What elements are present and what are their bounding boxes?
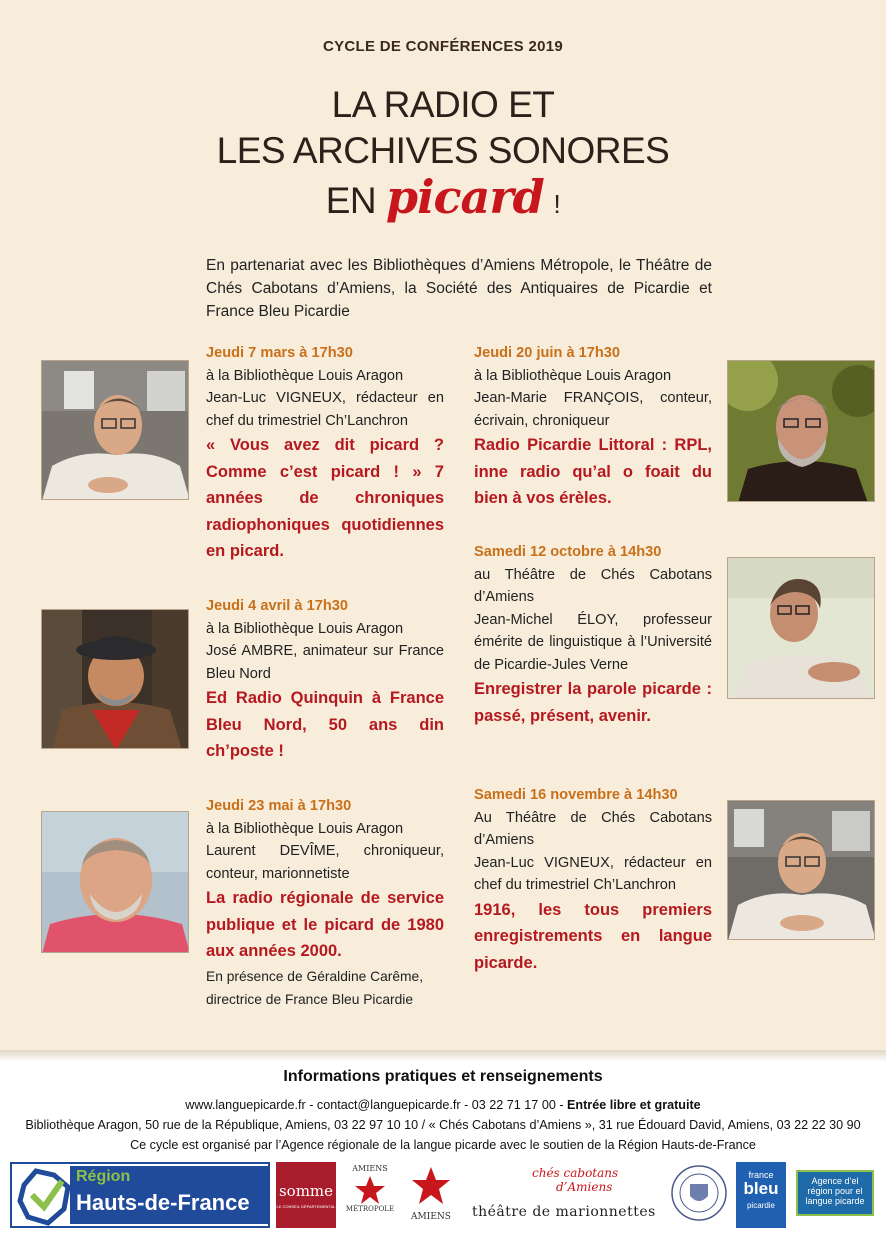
cabotans-sub-text: théâtre de marionnettes: [472, 1204, 656, 1220]
portrait-image: [728, 801, 875, 940]
title-line-3: [0, 170, 886, 227]
event-talk-title: Radio Picardie Littoral : RPL, inne radio qu’al o foait du bien à vos érèles.: [474, 436, 712, 507]
portrait-image: [42, 361, 189, 500]
event-place: au Théâtre de Chés Cabotans d’Amiens: [474, 566, 712, 605]
free-entry-text: Entrée libre et gratuite: [567, 1098, 701, 1112]
poster-title: [0, 82, 886, 227]
photo-jean-marie-francois: [727, 360, 875, 502]
antiquaires-seal-icon: [670, 1162, 728, 1224]
logo-amiens-metropole: [342, 1162, 398, 1228]
cabotans-name-1: chés cabotans: [532, 1166, 619, 1180]
partner-text: En partenariat avec les Bibliothèques d’Amiens Métropole, le Théâtre de Chés Cabotans d’Amiens, la Société des Antiquaires de Picardie et France Bleu Picardie: [206, 257, 712, 320]
contact-text: www.languepicarde.fr - contact@languepicarde.fr - 03 22 71 17 00 -: [185, 1098, 568, 1112]
bleu-bottom-text: picardie: [746, 1201, 775, 1210]
photo-jean-luc-vigneux: [41, 360, 189, 500]
antiquaires-text: [670, 1162, 671, 1163]
event-5: [474, 541, 712, 729]
info-organizer-line: Ce cycle est organisé par l’Agence régionale de la langue picarde avec le soutien de la Région Hauts-de-France: [130, 1138, 756, 1152]
region-top-text: Région: [76, 1168, 131, 1185]
logo-antiquaires: [670, 1162, 730, 1228]
event-6: [474, 784, 712, 976]
event-date: Jeudi 7 mars à 17h30: [206, 345, 353, 361]
title-picard: picard: [385, 170, 544, 224]
event-speaker: Laurent DEVÎME, chroniqueur, conteur, marionnetiste: [206, 843, 444, 882]
event-place: à la Bibliothèque Louis Aragon: [474, 367, 672, 384]
logo-somme: [276, 1162, 336, 1228]
event-2: [206, 595, 444, 765]
event-4: [474, 342, 712, 512]
bleu-mid-text: bleu: [743, 1179, 779, 1198]
amiens-star-icon: [411, 1166, 451, 1206]
partner-logos: [10, 1162, 876, 1228]
event-speaker: Jean-Luc VIGNEUX, rédacteur en chef du trimestriel Ch’Lanchron: [206, 390, 444, 429]
logo-ches-cabotans: [470, 1162, 660, 1228]
portrait-image: [728, 558, 875, 699]
event-place: à la Bibliothèque Louis Aragon: [206, 820, 404, 837]
event-talk-title: La radio régionale de service publique et le picard de 1980 aux années 2000.: [206, 889, 444, 960]
event-date: Samedi 16 novembre à 14h30: [474, 787, 678, 803]
amiens-metropole-top-text: AMIENS: [352, 1164, 388, 1173]
portrait-image: [728, 361, 875, 502]
title-en: EN: [325, 180, 377, 221]
event-3: [206, 795, 444, 1011]
amiens-metropole-bottom-text: MÉTROPOLE: [345, 1205, 395, 1213]
event-talk-title: « Vous avez dit picard ? Comme c’est picard ! » 7 années de chroniques radiophoniques quotidiennes en picard.: [206, 436, 444, 560]
event-date: Jeudi 4 avril à 17h30: [206, 598, 348, 614]
event-date: Jeudi 20 juin à 17h30: [474, 345, 621, 361]
title-exclamation: !: [553, 189, 561, 219]
photo-jean-michel-eloy: [727, 557, 875, 699]
event-talk-title: Enregistrer la parole picarde : passé, présent, avenir.: [474, 680, 712, 725]
amiens-text: AMIENS: [411, 1212, 451, 1222]
somme-sub-text: LE CONSEIL DÉPARTEMENTAL: [276, 1204, 336, 1209]
region-bottom-text: Hauts-de-France: [76, 1190, 250, 1215]
info-contact-line: [0, 1098, 886, 1112]
somme-text: somme: [278, 1182, 334, 1200]
event-place: à la Bibliothèque Louis Aragon: [206, 620, 404, 637]
event-note: En présence de Géraldine Carême, directrice de France Bleu Picardie: [206, 968, 424, 1007]
title-line-1: LA RADIO ET: [331, 84, 555, 125]
cabotans-name-2: d’Amiens: [556, 1180, 613, 1194]
event-date: Samedi 12 octobre à 14h30: [474, 544, 662, 560]
event-talk-title: Ed Radio Quinquin à France Bleu Nord, 50 ans din ch’poste !: [206, 689, 444, 760]
logo-region-hauts-de-france: [10, 1162, 270, 1228]
event-date: Jeudi 23 mai à 17h30: [206, 798, 352, 814]
amiens-star-icon: [353, 1175, 387, 1205]
event-speaker: José AMBRE, animateur sur France Bleu Nord: [206, 643, 444, 682]
photo-jose-ambre: [41, 609, 189, 749]
event-speaker: Jean-Luc VIGNEUX, rédacteur en chef du trimestriel Ch’Lanchron: [474, 854, 712, 893]
event-place: à la Bibliothèque Louis Aragon: [206, 367, 404, 384]
portrait-image: [42, 610, 189, 749]
photo-laurent-devime: [41, 811, 189, 953]
portrait-image: [42, 812, 189, 953]
bleu-top-text: france: [748, 1170, 774, 1180]
event-talk-title: 1916, les tous premiers enregistrements en langue picarde.: [474, 900, 712, 972]
logo-france-bleu-picardie: [736, 1162, 786, 1228]
logo-amiens: [404, 1162, 458, 1228]
cycle-label: CYCLE DE CONFÉRENCES 2019: [322, 38, 564, 55]
title-line-2: LES ARCHIVES SONORES: [216, 130, 670, 171]
photo-jean-luc-vigneux-2: [727, 800, 875, 940]
info-address-line: Bibliothèque Aragon, 50 rue de la République, Amiens, 03 22 97 10 10 / « Chés Cabotans d’Amiens », 31 rue Édouard David, Amiens, 03 22 22 30 90: [25, 1118, 861, 1132]
event-speaker: Jean-Michel ÉLOY, professeur émérite de linguistique à l’Université de Picardie-Jules Verne: [474, 611, 712, 673]
event-speaker: Jean-Marie FRANÇOIS, conteur, écrivain, chroniqueur: [474, 390, 712, 429]
info-title: Informations pratiques et renseignements: [283, 1068, 603, 1085]
event-place: Au Théâtre de Chés Cabotans d’Amiens: [474, 809, 712, 848]
region-band: [70, 1166, 268, 1224]
event-1: [206, 342, 444, 565]
region-map-icon: [14, 1165, 74, 1227]
logo-agence-langue-picarde: Agence d’el région pour el langue picarde: [796, 1170, 874, 1216]
footer-divider: [0, 1050, 886, 1062]
